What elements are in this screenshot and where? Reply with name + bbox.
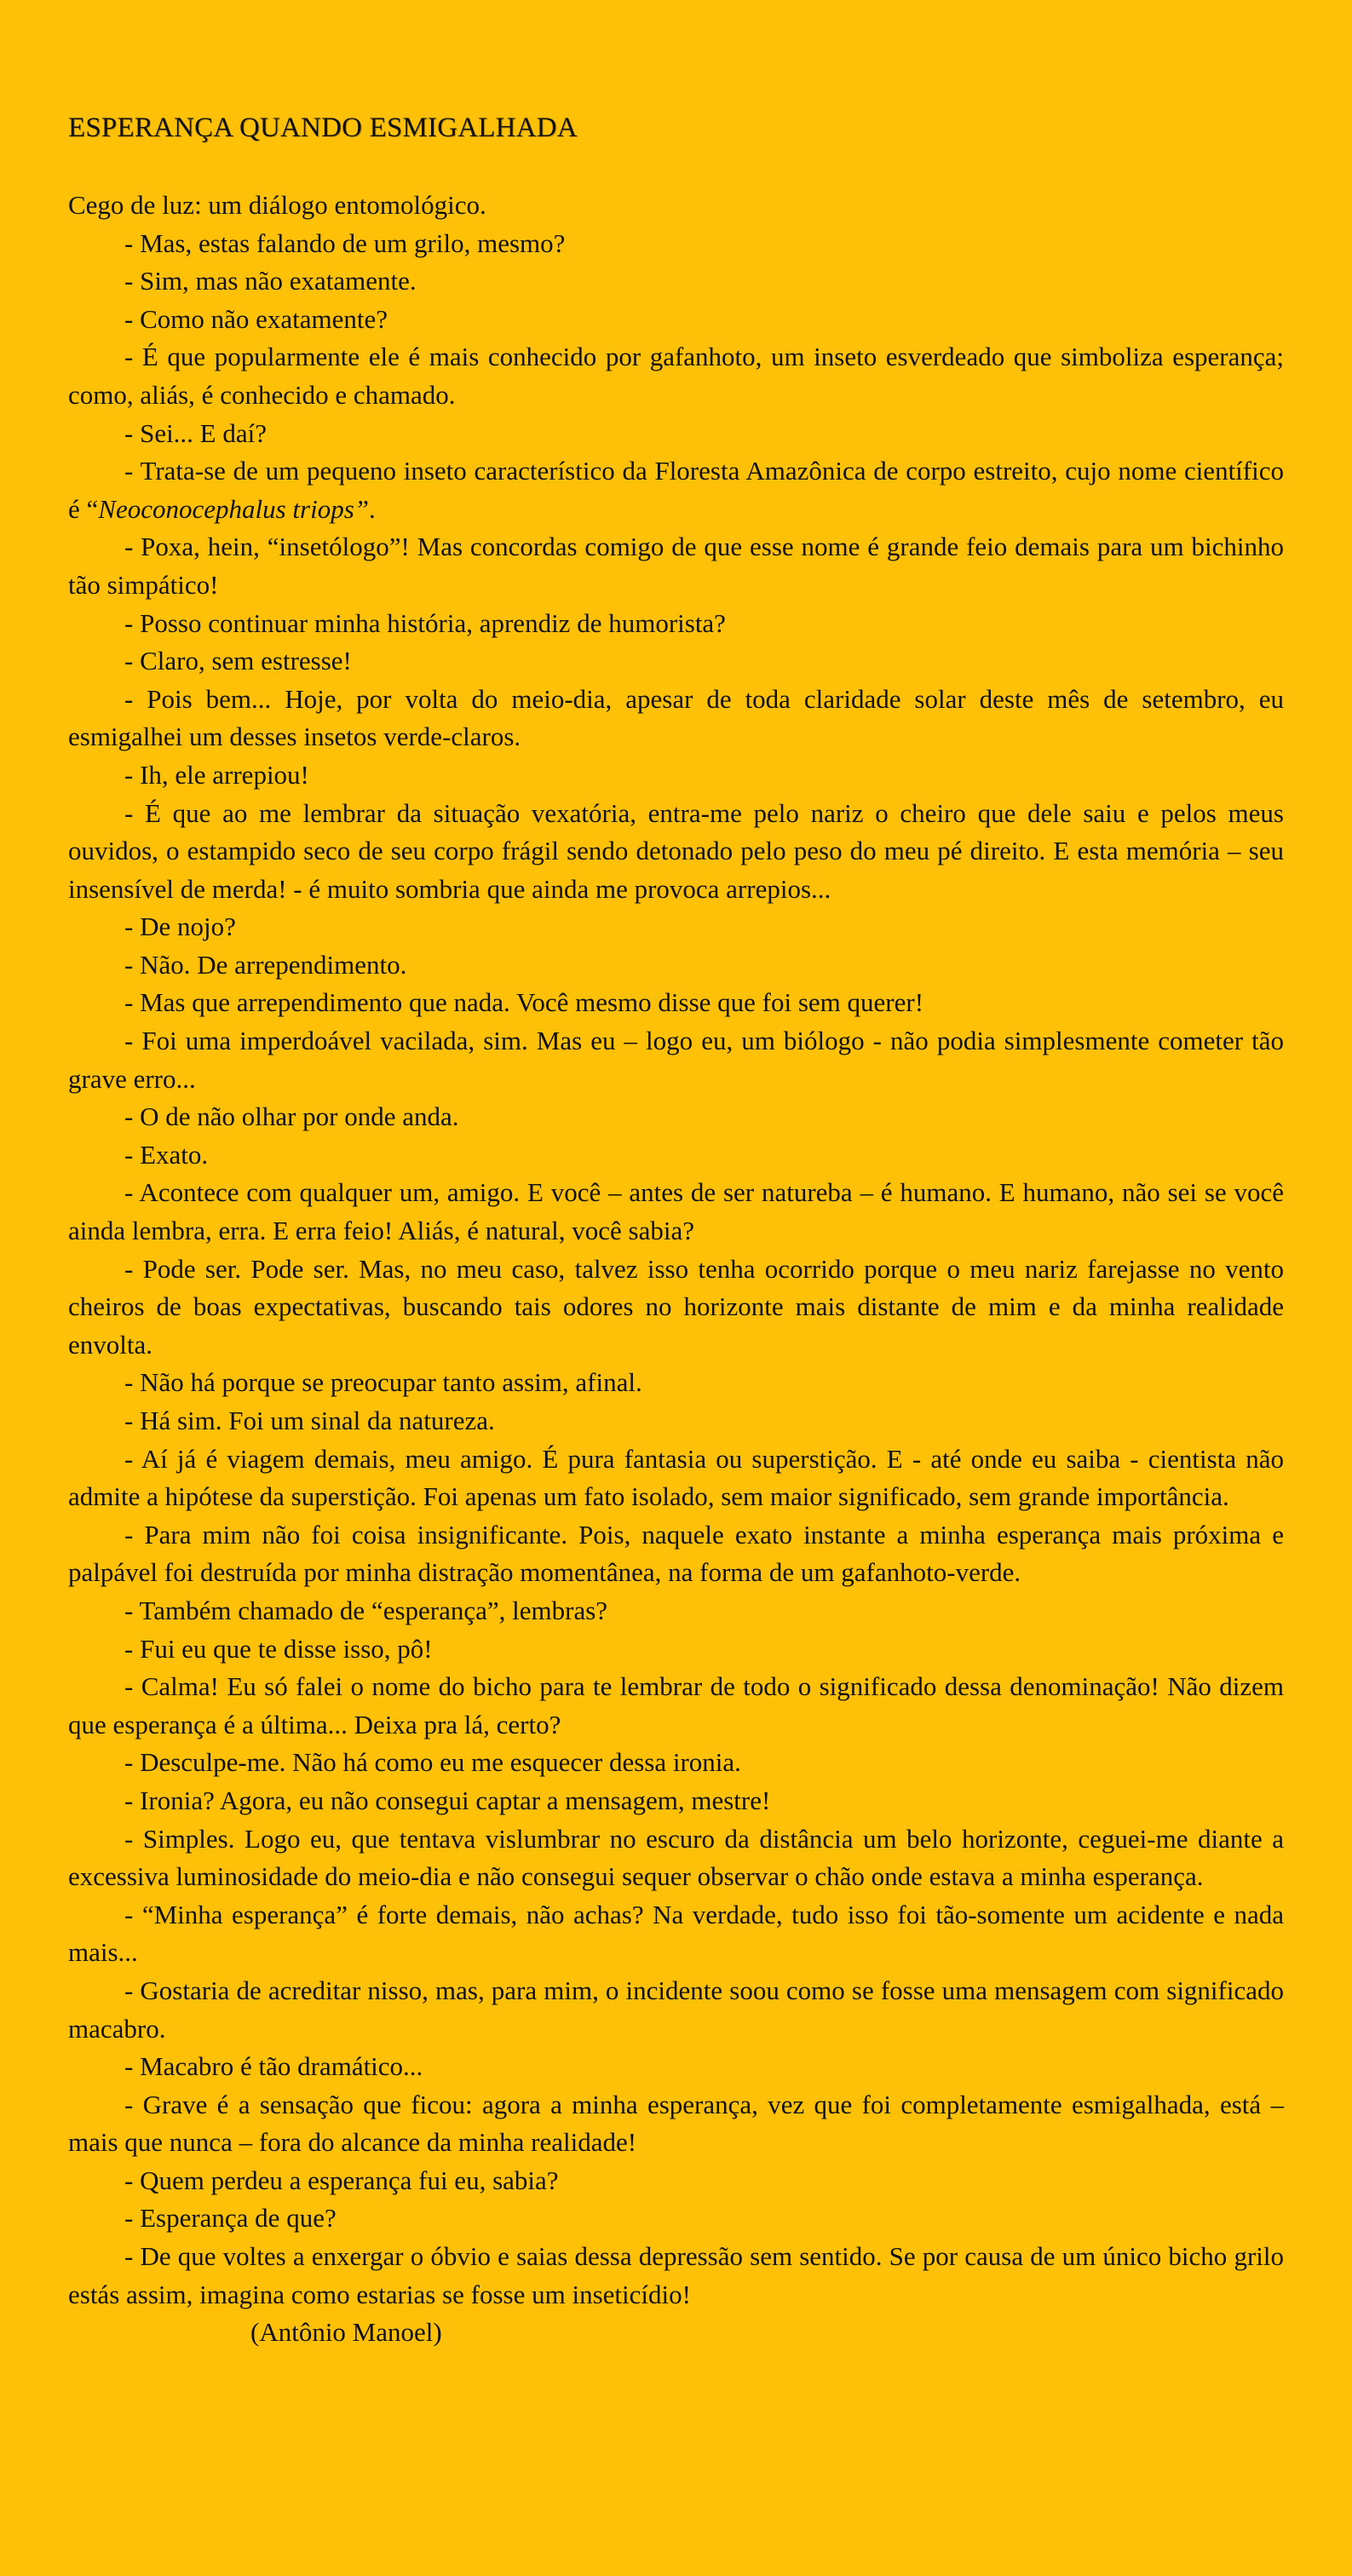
paragraph-text: . bbox=[369, 493, 376, 524]
paragraph: - Sim, mas não exatamente. bbox=[124, 266, 417, 296]
paragraph: - Gostaria de acreditar nisso, mas, para mim, o incidente soou como se fosse uma mensagem com significado macabro. bbox=[68, 1975, 1284, 2044]
paragraph: - Esperança de que? bbox=[124, 2203, 337, 2234]
paragraph: - Sei... E daí? bbox=[124, 417, 268, 448]
paragraph: - Grave é a sensação que ficou: agora a minha esperança, vez que foi completamente esmigalhada, está – mais que nunca – fora do alcance da minha realidade! bbox=[68, 2089, 1284, 2158]
paragraph: - Simples. Logo eu, que tentava vislumbrar no escuro da distância um belo horizonte, ceguei-me diante a excessiva luminosidade do meio-dia e não consegui sequer observar o chão onde estava a minha esperança. bbox=[68, 1823, 1284, 1892]
paragraph: - Poxa, hein, “insetólogo”! Mas concordas comigo de que esse nome é grande feio demais para um bichinho tão simpático! bbox=[68, 532, 1284, 600]
paragraph: - Quem perdeu a esperança fui eu, sabia? bbox=[124, 2165, 559, 2195]
paragraph: - O de não olhar por onde anda. bbox=[124, 1101, 459, 1132]
paragraph: - Macabro é tão dramático... bbox=[124, 2051, 423, 2082]
paragraph-text: - Trata-se de um pequeno inseto característico da Floresta Amazônica de corpo estreito, cujo nome científico é “ bbox=[68, 456, 1284, 524]
dialogue-body bbox=[68, 225, 1284, 2314]
paragraph: - Aí já é viagem demais, meu amigo. É pura fantasia ou superstição. E - até onde eu saiba - cientista não admite a hipótese da superstição. Foi apenas um fato isolado, sem maior significado, sem grande importância. bbox=[68, 1443, 1284, 1512]
paragraph: - Pode ser. Pode ser. Mas, no meu caso, talvez isso tenha ocorrido porque o meu nariz farejasse no vento cheiros de boas expectativas, buscando tais odores no horizonte mais distante de mim e da minha realidade envolta. bbox=[68, 1253, 1284, 1360]
paragraph: - Foi uma imperdoável vacilada, sim. Mas eu – logo eu, um biólogo - não podia simplesmente cometer tão grave erro... bbox=[68, 1026, 1284, 1094]
scientific-name: Neoconocephalus triops” bbox=[98, 493, 370, 524]
paragraph: - Não há porque se preocupar tanto assim, afinal. bbox=[124, 1367, 642, 1398]
paragraph: - Também chamado de “esperança”, lembras? bbox=[124, 1595, 608, 1625]
paragraph: - Exato. bbox=[124, 1139, 209, 1170]
document-title: ESPERANÇA QUANDO ESMIGALHADA bbox=[68, 112, 578, 143]
paragraph: - Para mim não foi coisa insignificante. Pois, naquele exato instante a minha esperança mais próxima e palpável foi destruída por minha distração momentânea, na forma de um gafanhoto-verde. bbox=[68, 1519, 1284, 1588]
paragraph: - Ih, ele arrepiou! bbox=[124, 759, 309, 790]
paragraph: - Há sim. Foi um sinal da natureza. bbox=[124, 1406, 495, 1435]
paragraph: - Desculpe-me. Não há como eu me esquecer dessa ironia. bbox=[124, 1747, 741, 1778]
paragraph: - Não. De arrependimento. bbox=[124, 949, 407, 980]
author-signature: (Antônio Manoel) bbox=[250, 2317, 442, 2348]
paragraph: - Pois bem... Hoje, por volta do meio-dia, apesar de toda claridade solar deste mês de setembro, eu esmigalhei um desses insetos verde-claros. bbox=[68, 683, 1284, 752]
paragraph: - Calma! Eu só falei o nome do bicho para te lembrar de todo o significado dessa denominação! Não dizem que esperança é a última... Deixa pra lá, certo? bbox=[68, 1671, 1284, 1739]
paragraph: - Claro, sem estresse! bbox=[124, 646, 352, 676]
document-subtitle: Cego de luz: um diálogo entomológico. bbox=[68, 190, 486, 220]
paragraph: - É que popularmente ele é mais conhecido por gafanhoto, um inseto esverdeado que simboliza esperança; como, aliás, é conhecido e chamado. bbox=[68, 342, 1284, 410]
paragraph: - Fui eu que te disse isso, pô! bbox=[124, 1633, 433, 1664]
paragraph: - Acontece com qualquer um, amigo. E você – antes de ser natureba – é humano. E humano, não sei se você ainda lembra, erra. E erra feio! Aliás, é natural, você sabia? bbox=[68, 1177, 1284, 1246]
paragraph: - Como não exatamente? bbox=[124, 303, 388, 334]
paragraph: - Mas que arrependimento que nada. Você mesmo disse que foi sem querer! bbox=[124, 987, 924, 1018]
paragraph-scientific-name bbox=[68, 452, 1284, 528]
paragraph: - Mas, estas falando de um grilo, mesmo? bbox=[124, 227, 566, 258]
paragraph: - Ironia? Agora, eu não consegui captar a mensagem, mestre! bbox=[124, 1785, 771, 1815]
paragraph: - Posso continuar minha história, aprendiz de humorista? bbox=[124, 607, 726, 638]
paragraph: - De que voltes a enxergar o óbvio e saias dessa depressão sem sentido. Se por causa de um único bicho grilo estás assim, imagina como estarias se fosse um inseticídio! bbox=[68, 2241, 1284, 2309]
paragraph: - É que ao me lembrar da situação vexatória, entra-me pelo nariz o cheiro que dele saiu e pelos meus ouvidos, o estampido seco de seu corpo frágil sendo detonado pelo peso do meu pé direito. E esta memória – seu insensível de merda! - é muito sombria que ainda me provoca arrepios... bbox=[68, 797, 1284, 904]
paragraph: - “Minha esperança” é forte demais, não achas? Na verdade, tudo isso foi tão-somente um acidente e nada mais... bbox=[68, 1899, 1284, 1968]
paragraph: - De nojo? bbox=[124, 911, 236, 942]
